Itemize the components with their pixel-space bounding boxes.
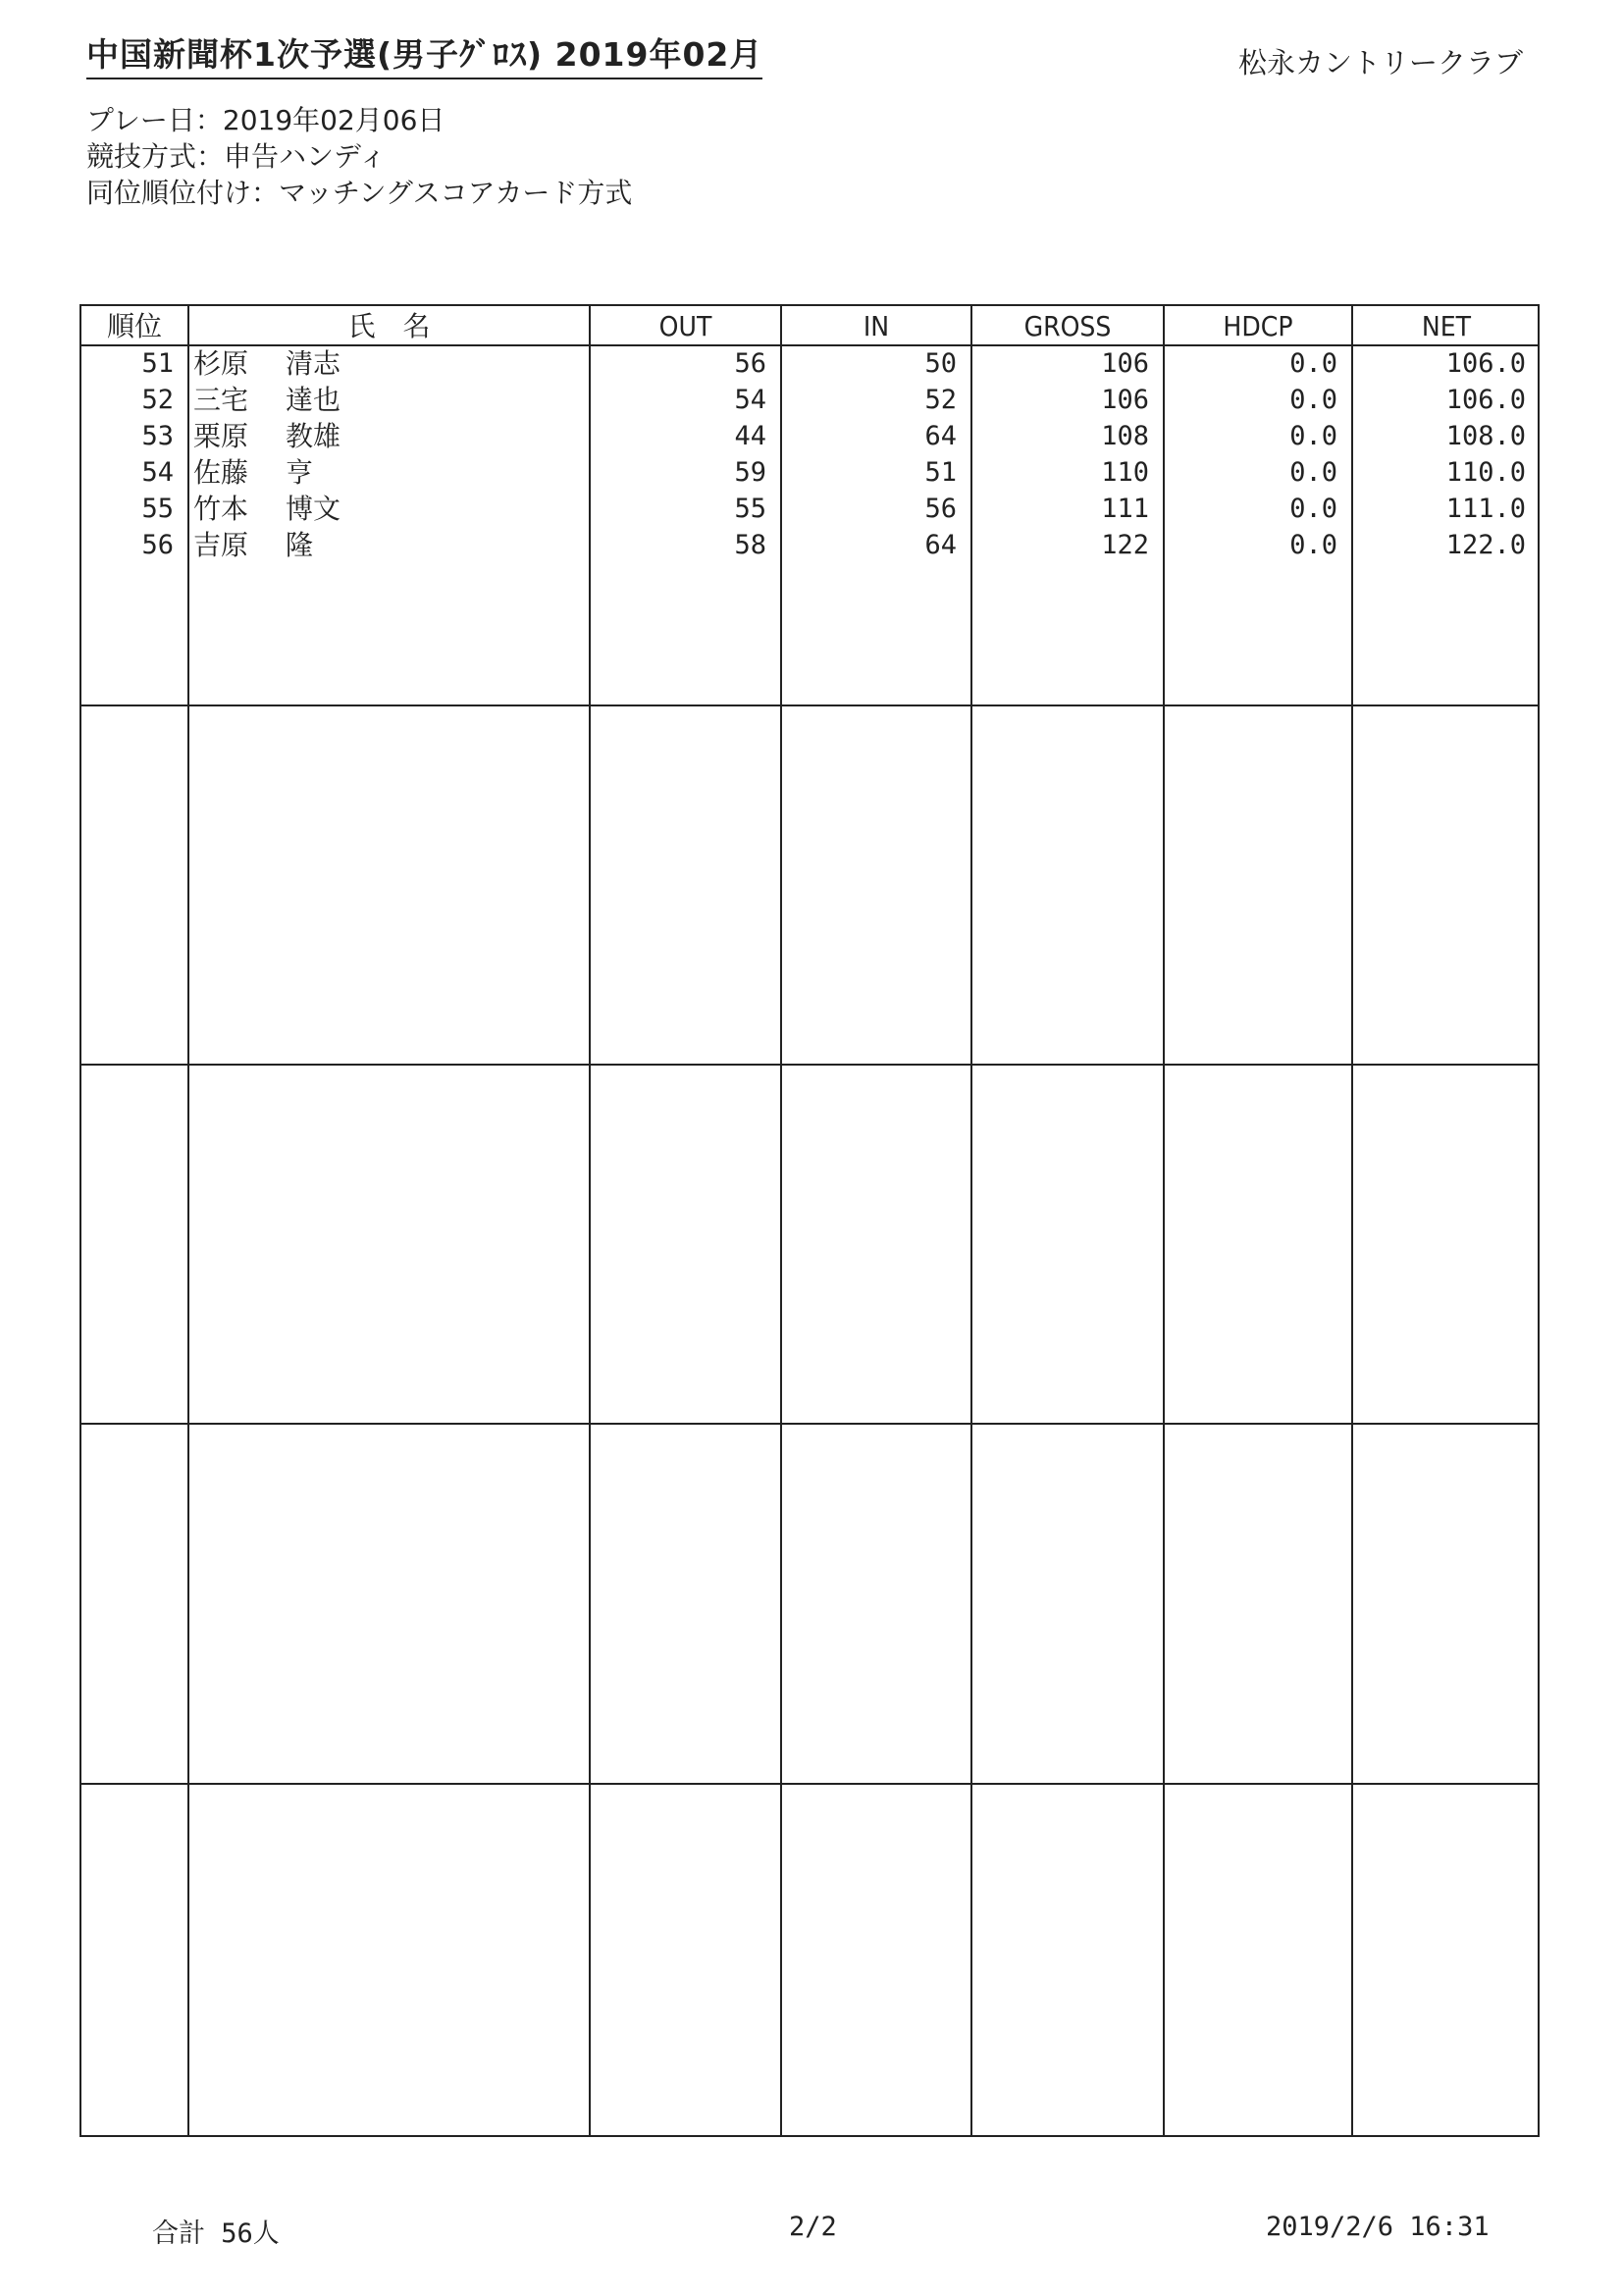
column-header-rank: 順位 bbox=[106, 310, 162, 342]
in-cell: 50 bbox=[924, 348, 957, 379]
results-table bbox=[79, 304, 1540, 2137]
meta-info bbox=[86, 102, 632, 211]
player-name-cell bbox=[189, 491, 589, 527]
rank-cell: 55 bbox=[141, 494, 174, 524]
family-name: 三宅 bbox=[193, 384, 249, 416]
net-cell: 106.0 bbox=[1445, 348, 1526, 379]
play-date: プレー日：2019年02月06日 bbox=[86, 104, 445, 136]
hdcp-cell: 0.0 bbox=[1289, 385, 1337, 415]
table-row bbox=[81, 418, 1538, 454]
gross-cell: 111 bbox=[1101, 494, 1149, 524]
table-row bbox=[81, 454, 1538, 491]
table-row bbox=[81, 345, 1538, 382]
competition-format: 競技方式：申告ハンディ bbox=[86, 140, 387, 173]
rank-cell: 52 bbox=[141, 385, 174, 415]
out-cell: 59 bbox=[734, 457, 766, 488]
family-name: 吉原 bbox=[193, 529, 249, 561]
table-row bbox=[81, 382, 1538, 418]
net-cell: 111.0 bbox=[1445, 494, 1526, 524]
given-name: 清志 bbox=[286, 347, 341, 380]
column-header-out: OUT bbox=[658, 310, 712, 342]
net-cell: 106.0 bbox=[1445, 385, 1526, 415]
in-cell: 64 bbox=[924, 530, 957, 560]
player-name-cell bbox=[189, 527, 589, 563]
gross-cell: 108 bbox=[1101, 421, 1149, 451]
player-name-cell bbox=[189, 345, 589, 382]
column-header-hdcp: HDCP bbox=[1223, 310, 1293, 342]
column-header-in: IN bbox=[863, 310, 890, 342]
player-name-cell bbox=[189, 382, 589, 418]
total-count: 合計 56人 bbox=[152, 2218, 280, 2249]
hdcp-cell: 0.0 bbox=[1289, 457, 1337, 488]
out-cell: 54 bbox=[734, 385, 766, 415]
out-cell: 55 bbox=[734, 494, 766, 524]
given-name: 教雄 bbox=[286, 420, 341, 452]
in-cell: 56 bbox=[924, 494, 957, 524]
rank-cell: 56 bbox=[141, 530, 174, 560]
column-header-net: NET bbox=[1421, 310, 1472, 342]
table-row bbox=[81, 527, 1538, 563]
out-cell: 44 bbox=[734, 421, 766, 451]
given-name: 亨 bbox=[286, 456, 314, 489]
given-name: 隆 bbox=[286, 529, 314, 561]
table-body bbox=[81, 345, 1538, 563]
player-name-cell bbox=[189, 454, 589, 491]
in-cell: 51 bbox=[924, 457, 957, 488]
given-name: 博文 bbox=[286, 493, 341, 525]
given-name: 達也 bbox=[286, 384, 341, 416]
player-name-cell bbox=[189, 418, 589, 454]
family-name: 佐藤 bbox=[193, 456, 249, 489]
gross-cell: 122 bbox=[1101, 530, 1149, 560]
tie-break-rule: 同位順位付け：マッチングスコアカード方式 bbox=[86, 177, 633, 209]
family-name: 杉原 bbox=[193, 347, 249, 380]
column-header-name: 氏 名 bbox=[347, 310, 431, 342]
in-cell: 52 bbox=[924, 385, 957, 415]
page-number: 2/2 bbox=[789, 2212, 837, 2242]
in-cell: 64 bbox=[924, 421, 957, 451]
printed-timestamp: 2019/2/6 16:31 bbox=[1266, 2212, 1490, 2242]
club-name: 松永カントリークラブ bbox=[1238, 46, 1524, 79]
family-name: 栗原 bbox=[193, 420, 249, 452]
table-row bbox=[81, 491, 1538, 527]
net-cell: 108.0 bbox=[1445, 421, 1526, 451]
hdcp-cell: 0.0 bbox=[1289, 421, 1337, 451]
out-cell: 56 bbox=[734, 348, 766, 379]
out-cell: 58 bbox=[734, 530, 766, 560]
gross-cell: 106 bbox=[1101, 385, 1149, 415]
gross-cell: 106 bbox=[1101, 348, 1149, 379]
rank-cell: 53 bbox=[141, 421, 174, 451]
net-cell: 110.0 bbox=[1445, 457, 1526, 488]
family-name: 竹本 bbox=[193, 493, 249, 525]
hdcp-cell: 0.0 bbox=[1289, 530, 1337, 560]
rank-cell: 54 bbox=[141, 457, 174, 488]
document-title: 中国新聞杯1次予選(男子ｸﾞﾛｽ) 2019年02月 bbox=[86, 29, 762, 79]
column-header-gross: GROSS bbox=[1023, 310, 1112, 342]
hdcp-cell: 0.0 bbox=[1289, 494, 1337, 524]
gross-cell: 110 bbox=[1101, 457, 1149, 488]
net-cell: 122.0 bbox=[1445, 530, 1526, 560]
hdcp-cell: 0.0 bbox=[1289, 348, 1337, 379]
rank-cell: 51 bbox=[141, 348, 174, 379]
